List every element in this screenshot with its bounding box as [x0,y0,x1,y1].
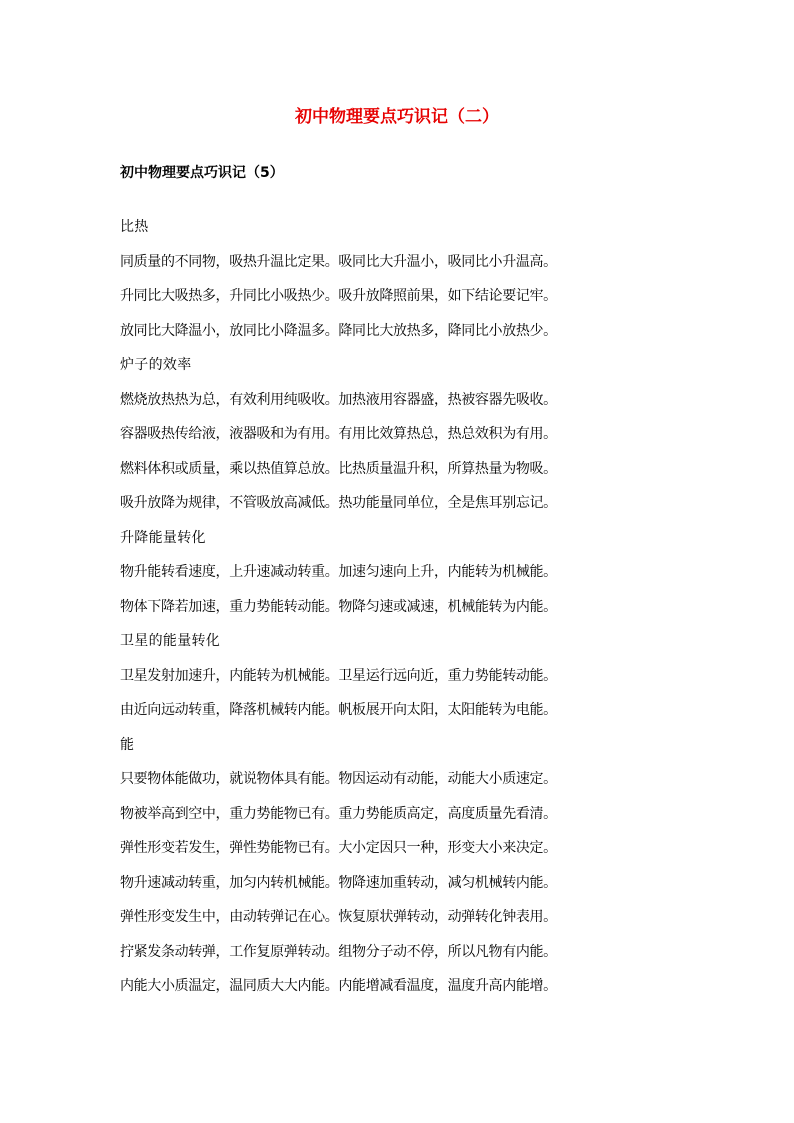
verse-line: 由近向远动转重，降落机械转内能。帆板展开向太阳，太阳能转为电能。 [120,702,557,718]
verse-line: 燃烧放热热为总，有效利用纯吸收。加热液用容器盛，热被容器先吸收。 [120,391,557,408]
verse-line: 卫星发射加速升，内能转为机械能。卫星运行远向近，重力势能转动能。 [120,667,557,684]
section-heading: 能 [120,736,135,753]
verse-line: 弹性形变发生中，由动转弹记在心。恢复原状弹转动，动弹转化钟表用。 [120,909,557,925]
verse-line: 燃料体积或质量，乘以热值算总放。比热质量温升积，所算热量为物吸。 [120,460,557,477]
section-heading: 比热 [120,219,149,235]
section-heading: 炉子的效率 [120,357,192,373]
verse-line: 同质量的不同物，吸热升温比定果。吸同比大升温小，吸同比小升温高。 [120,253,557,270]
verse-line: 物体下降若加速，重力势能转动能。物降匀速或减速，机械能转为内能。 [120,598,557,615]
section-heading: 卫星的能量转化 [120,633,221,649]
verse-line: 升同比大吸热多，升同比小吸热少。吸升放降照前果，如下结论要记牢。 [120,288,557,304]
verse-line: 拧紧发条动转弹，工作复原弹转动。组物分子动不停，所以凡物有内能。 [120,943,557,960]
verse-line: 内能大小质温定，温同质大大内能。内能增减看温度，温度升高内能增。 [120,978,557,994]
verse-line: 物被举高到空中，重力势能物已有。重力势能质高定，高度质量先看清。 [120,805,557,822]
verse-line: 物升能转看速度，上升速减动转重。加速匀速向上升，内能转为机械能。 [120,564,557,580]
verse-line: 只要物体能做功，就说物体具有能。物因运动有动能，动能大小质速定。 [120,771,557,787]
verse-line: 放同比大降温小，放同比小降温多。降同比大放热多，降同比小放热少。 [120,322,557,339]
document-subtitle: 初中物理要点巧识记（5） [120,165,284,181]
verse-line: 弹性形变若发生，弹性势能物已有。大小定因只一种，形变大小来决定。 [120,840,557,856]
section-heading: 升降能量转化 [120,529,206,546]
verse-line: 容器吸热传给液，液器吸和为有用。有用比效算热总，热总效积为有用。 [120,426,557,442]
verse-line: 吸升放降为规律，不管吸放高减低。热功能量同单位，全是焦耳别忘记。 [120,495,557,511]
verse-line: 物升速减动转重，加匀内转机械能。物降速加重转动，减匀机械转内能。 [120,874,557,891]
document-body [120,217,680,1011]
document-title: 初中物理要点巧识记（二） [295,107,499,127]
